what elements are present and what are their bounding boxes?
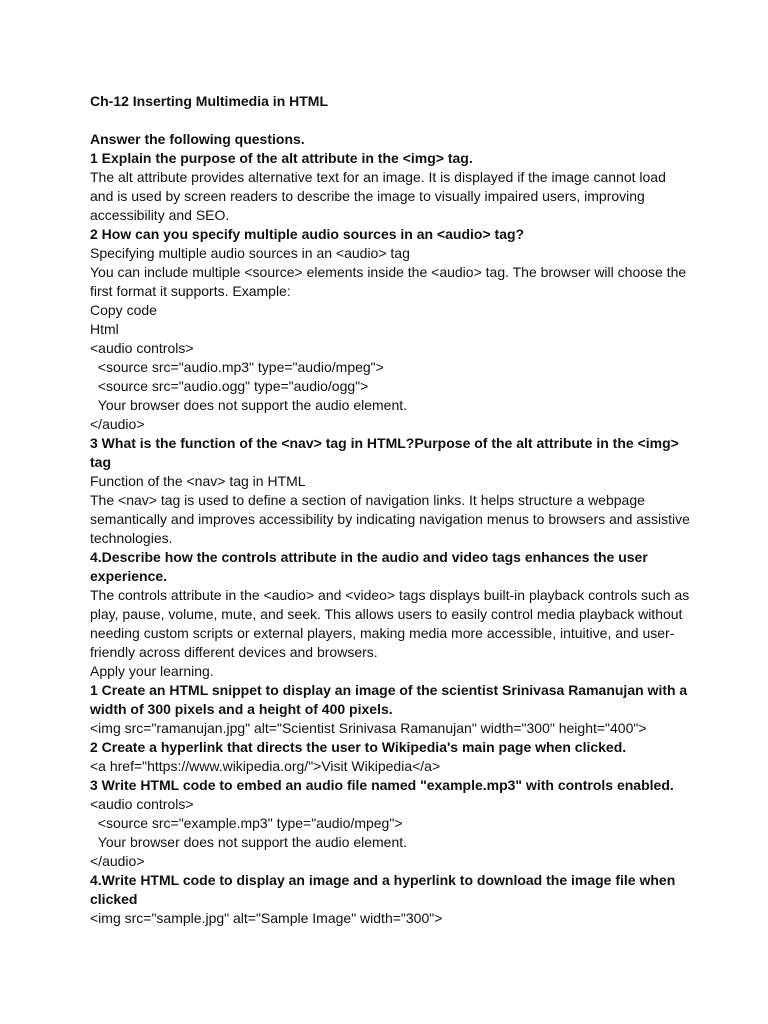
answer-text: The alt attribute provides alternative text for an image. It is displayed if the image cannot load and is used by screen readers to describe the image to visually impaired users, improving accessibility and SEO. [90,169,670,223]
answer-text: Your browser does not support the audio element. [90,834,408,850]
answer-text: </audio> [90,416,145,432]
answer-text: <img src="ramanujan.jpg" alt="Scientist Srinivasa Ramanujan" width="300" height="400"> [90,720,647,736]
answer-text: <audio controls> [90,796,194,812]
answer-text: </audio> [90,853,145,869]
answer-text: The <nav> tag is used to define a section of navigation links. It helps structure a webpage semantically and improves accessibility by indicating navigation menus to browsers and assistive technologies. [90,492,694,546]
question-text: 4.Write HTML code to display an image and a hyperlink to download the image file when clicked [90,872,680,907]
answer-text: Your browser does not support the audio element. [90,397,408,413]
answer-text: Apply your learning. [90,663,214,679]
question-text: 4.Describe how the controls attribute in the audio and video tags enhances the user experience. [90,549,652,584]
document-title: Ch-12 Inserting Multimedia in HTML [90,93,329,109]
question-text: 2 Create a hyperlink that directs the user to Wikipedia's main page when clicked. [90,739,627,755]
answer-text: <source src="example.mp3" type="audio/mpeg"> [90,815,403,831]
answer-text: <source src="audio.ogg" type="audio/ogg"> [90,378,369,394]
question-text: 1 Explain the purpose of the alt attribute in the <img> tag. [90,150,473,166]
instructions-heading: Answer the following questions. [90,131,305,147]
spacer [90,111,690,130]
answer-text: The controls attribute in the <audio> and <video> tags displays built-in playback controls such as play, pause, volume, mute, and seek. This allows users to easily control media playback without needing custom scripts or external players, making media more accessible, intuitive, and user-friendly across different devices and browsers. [90,587,694,660]
answer-text: <img src="sample.jpg" alt="Sample Image" width="300"> [90,910,443,926]
answer-text: Html [90,321,119,337]
document-body [90,149,694,928]
question-text: 3 What is the function of the <nav> tag in HTML?Purpose of the alt attribute in the <img> tag [90,435,683,470]
answer-text: <source src="audio.mp3" type="audio/mpeg"> [90,359,384,375]
question-text: 3 Write HTML code to embed an audio file named "example.mp3" with controls enabled. [90,777,674,793]
answer-text: Function of the <nav> tag in HTML [90,473,306,489]
question-text: 1 Create an HTML snippet to display an image of the scientist Srinivasa Ramanujan with a width of 300 pixels and a height of 400 pixels. [90,682,692,717]
answer-text: You can include multiple <source> elements inside the <audio> tag. The browser will choose the first format it supports. Example: [90,264,691,299]
document-page [90,92,694,928]
answer-text: Copy code [90,302,157,318]
answer-text: <audio controls> [90,340,194,356]
question-text: 2 How can you specify multiple audio sources in an <audio> tag? [90,226,525,242]
answer-text: Specifying multiple audio sources in an <audio> tag [90,245,410,261]
answer-text: <a href="https://www.wikipedia.org/">Visit Wikipedia</a> [90,758,441,774]
